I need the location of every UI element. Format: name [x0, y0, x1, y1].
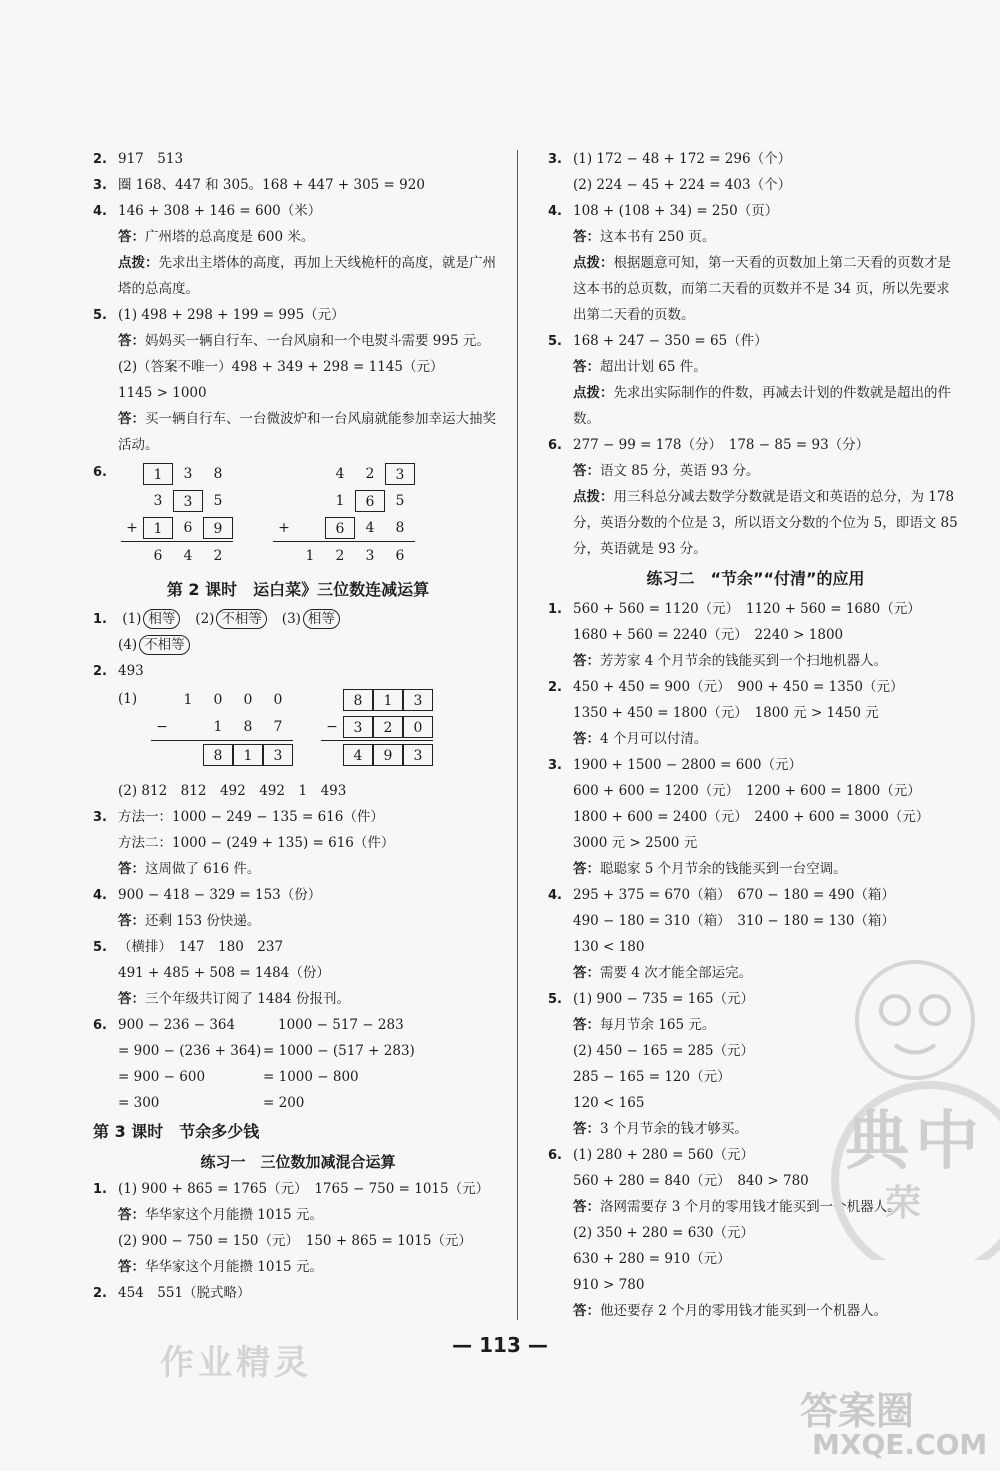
lesson2-answer-5-line-2: 491 + 485 + 508 = 1484（份） [118, 965, 330, 981]
ex2-answer-2-line-2: 1350 + 450 = 1800（元） 1800 元 > 1450 元 [573, 705, 879, 721]
lesson2-answer-2: 2. 493 [93, 663, 144, 679]
page-number: — 113 — [452, 1333, 548, 1357]
bottom-left-watermark: 作业精灵 [160, 1343, 312, 1383]
ex2-answer-3: 3. 1900 + 1500 − 2800 = 600（元） [548, 757, 803, 773]
answer-4-tip: 点拨：先求出主塔体的高度，再加上天线桅杆的高度，就是广州塔的总高度。 [118, 255, 496, 297]
ex2-answer-5-part2: (2) 450 − 165 = 285（元） [573, 1043, 755, 1059]
r-answer-5-reply: 答：超出计划 65 件。 [573, 359, 707, 375]
lesson2-answer-1-part4: (4) 不相等 [93, 632, 503, 658]
badge-watermark-subtext: 荣 [885, 1183, 922, 1224]
lesson2-answer-6: 6. 900 − 236 − 364 1000 − 517 − 283 [93, 1017, 404, 1033]
column-divider [517, 150, 518, 1320]
answer-5-reply-2: 答：买一辆自行车、一台微波炉和一台风扇就能参加幸运大抽奖活动。 [118, 411, 496, 453]
left-column [93, 146, 503, 1306]
lesson3-answer-1: 1. (1) 900 + 865 = 1765（元） 1765 − 750 = 1015（元） [93, 1181, 490, 1197]
lesson2-answer-5-reply: 答：三个年级共订阅了 1484 份报刊。 [118, 991, 350, 1007]
ex2-answer-1-reply: 答：芳芳家 4 个月节余的钱能买到一个扫地机器人。 [573, 653, 888, 669]
r-answer-6: 6. 277 − 99 = 178（分） 178 − 85 = 93（分） [548, 437, 870, 453]
mascot-watermark [810, 940, 1000, 1260]
lesson3-answer-2: 2. 454 551（脱式略） [93, 1285, 251, 1301]
circled-answer: 不相等 [216, 609, 267, 629]
vertical-addition-a: 1 3 8 3 3 5 + 1 6 9 6 4 2 [121, 460, 233, 569]
ex2-answer-3-line-4: 3000 元 > 2500 元 [573, 835, 698, 851]
ex2-answer-5: 5. (1) 900 − 735 = 165（元） [548, 991, 755, 1007]
ex2-answer-4-line-2: 490 − 180 = 310（箱） 310 − 180 = 130（箱） [573, 913, 895, 929]
ex2-answer-6: 6. (1) 280 + 280 = 560（元） [548, 1147, 755, 1163]
lesson2-answer-5: 5. （横排） 147 180 237 [93, 939, 284, 955]
site-watermark: MXQE.COM [812, 1428, 988, 1461]
ex2-answer-1: 1. 560 + 560 = 1120（元） 1120 + 560 = 1680（元） [548, 601, 921, 617]
lesson3-answer-1-reply-1: 答：华华家这个月能攒 1015 元。 [118, 1207, 323, 1223]
answer-6-vertical-additions: 6. 1 3 8 3 3 5 + 1 6 9 6 4 2 4 2 3 1 6 5 + 6 4 8 1 2 3 6 [93, 460, 503, 572]
r-answer-5-tip: 点拨：先求出实际制作的件数，再减去计划的件数就是超出的件数。 [573, 385, 951, 427]
badge-watermark-text: 典中 [845, 1105, 985, 1179]
ex2-answer-4-reply: 答：需要 4 次才能全部运完。 [573, 965, 753, 981]
ex2-answer-3-reply: 答：聪聪家 5 个月节余的钱能买到一台空调。 [573, 861, 847, 877]
r-answer-3: 3. (1) 172 − 48 + 172 = 296（个） [548, 151, 792, 167]
ex2-answer-6-line-4: 630 + 280 = 910（元） [573, 1251, 731, 1267]
lesson-3-title: 第 3 课时 节余多少钱 [93, 1122, 260, 1141]
ex2-answer-6-part2: (2) 350 + 280 = 630（元） [573, 1225, 755, 1241]
lesson2-vertical-subtractions: (1) 1 0 0 0 − 1 8 7 8 1 3 8 1 3 − 3 2 0 4 9 3 [93, 686, 503, 776]
r-answer-6-tip: 点拨：用三科总分减去数学分数就是语文和英语的总分，为 178 分，英语分数的个位是 3，所以语文分数的个位为 5，即语文 85 分，英语就是 93 分。 [573, 489, 958, 557]
lesson2-answer-6-step-2: = 900 − (236 + 364) = 1000 − (517 + 283) [118, 1043, 415, 1059]
ex2-answer-2: 2. 450 + 450 = 900（元） 900 + 450 = 1350（元） [548, 679, 904, 695]
ex2-answer-6-reply-2: 答：他还要存 2 个月的零用钱才能买到一个机器人。 [573, 1303, 888, 1319]
answer-5: 5. (1) 498 + 298 + 199 = 995（元） [93, 307, 345, 323]
ex2-answer-6-line-5: 910 > 780 [573, 1277, 645, 1293]
lesson2-answer-6-step-4: = 300 = 200 [118, 1095, 305, 1111]
ex2-answer-4-line-3: 130 < 180 [573, 939, 645, 955]
lesson2-answer-3-reply: 答：这周做了 616 件。 [118, 861, 261, 877]
answer-4-reply: 答：广州塔的总高度是 600 米。 [118, 229, 315, 245]
bottom-right-watermark: 答案圈 [800, 1389, 915, 1433]
r-answer-5: 5. 168 + 247 − 350 = 65（件） [548, 333, 768, 349]
circled-answer: 相等 [303, 609, 340, 629]
vertical-addition-b: 4 2 3 1 6 5 + 6 4 8 1 2 3 6 [273, 460, 415, 569]
ex2-answer-5-reply-1: 答：每月节余 165 元。 [573, 1017, 716, 1033]
lesson3-answer-1-part2: (2) 900 − 750 = 150（元） 150 + 865 = 1015（元） [118, 1233, 472, 1249]
r-answer-4-tip: 点拨：根据题意可知，第一天看的页数加上第二天看的页数才是这本书的总页数，而第二天看的页数并不是 34 页，所以先要求出第二天看的页数。 [573, 255, 951, 323]
answer-5-line-3: 1145 > 1000 [118, 385, 207, 401]
exercise-1-title: 练习一 三位数加减混合运算 [200, 1153, 396, 1171]
lesson2-answer-4-reply: 答：还剩 153 份快递。 [118, 913, 261, 929]
lesson2-answer-6-step-3: = 900 − 600 = 1000 − 800 [118, 1069, 359, 1085]
ex2-answer-3-line-2: 600 + 600 = 1200（元） 1200 + 600 = 1800（元） [573, 783, 921, 799]
ex2-answer-5-reply-2: 答：3 个月节余的钱才够买。 [573, 1121, 748, 1137]
lesson2-answer-4: 4. 900 − 418 − 329 = 153（份） [93, 887, 322, 903]
ex2-answer-4: 4. 295 + 375 = 670（箱） 670 − 180 = 490（箱） [548, 887, 895, 903]
answer-5-line-2: (2)（答案不唯一）498 + 349 + 298 = 1145（元） [118, 359, 444, 375]
answer-5-reply-1: 答：妈妈买一辆自行车、一台风扇和一个电熨斗需要 995 元。 [118, 333, 490, 349]
circled-answer: 相等 [143, 609, 180, 629]
r-answer-4: 4. 108 + (108 + 34) = 250（页） [548, 203, 779, 219]
ex2-answer-1-line-2: 1680 + 560 = 2240（元） 2240 > 1800 [573, 627, 844, 643]
lesson2-answer-3-method2: 方法二：1000 − (249 + 135) = 616（件） [118, 835, 395, 851]
lesson-2-title: 第 2 课时 运白菜》三位数连减运算 [166, 580, 430, 599]
ex2-answer-6-line-2: 560 + 280 = 840（元） 840 > 780 [573, 1173, 809, 1189]
ex2-answer-5-line-3: 285 − 165 = 120（元） [573, 1069, 731, 1085]
lesson2-answer-2-part2: (2) 812 812 492 492 1 493 [118, 783, 347, 799]
lesson2-answer-3: 3. 方法一：1000 − 249 − 135 = 616（件） [93, 809, 384, 825]
answer-4: 4. 146 + 308 + 146 = 600（米） [93, 203, 322, 219]
lesson2-answer-1: 1. (1) 相等 (2) 不相等 (3) 相等 [93, 606, 503, 632]
r-answer-6-reply: 答：语文 85 分，英语 93 分。 [573, 463, 760, 479]
lesson3-answer-1-reply-2: 答：华华家这个月能攒 1015 元。 [118, 1259, 323, 1275]
ex2-answer-5-line-4: 120 < 165 [573, 1095, 645, 1111]
r-answer-3-part2: (2) 224 − 45 + 224 = 403（个） [573, 177, 792, 193]
r-answer-4-reply: 答：这本书有 250 页。 [573, 229, 716, 245]
vertical-subtraction-a: 1 0 0 0 − 1 8 7 8 1 3 [151, 686, 293, 768]
exercise-2-title: 练习二 “节余”“付清”的应用 [646, 569, 865, 588]
ex2-answer-6-reply-1: 答：洛网需要存 3 个月的零用钱才能买到一个机器人。 [573, 1199, 901, 1215]
answer-2: 2. 917 513 [93, 151, 184, 167]
circled-answer: 不相等 [139, 635, 190, 655]
ex2-answer-3-line-3: 1800 + 600 = 2400（元） 2400 + 600 = 3000（元） [573, 809, 930, 825]
ex2-answer-2-reply: 答：4 个月可以付清。 [573, 731, 708, 747]
answer-3: 3. 圈 168、447 和 305。168 + 447 + 305 = 920 [93, 177, 425, 193]
vertical-subtraction-b: 8 1 3 − 3 2 0 4 9 3 [321, 686, 433, 768]
